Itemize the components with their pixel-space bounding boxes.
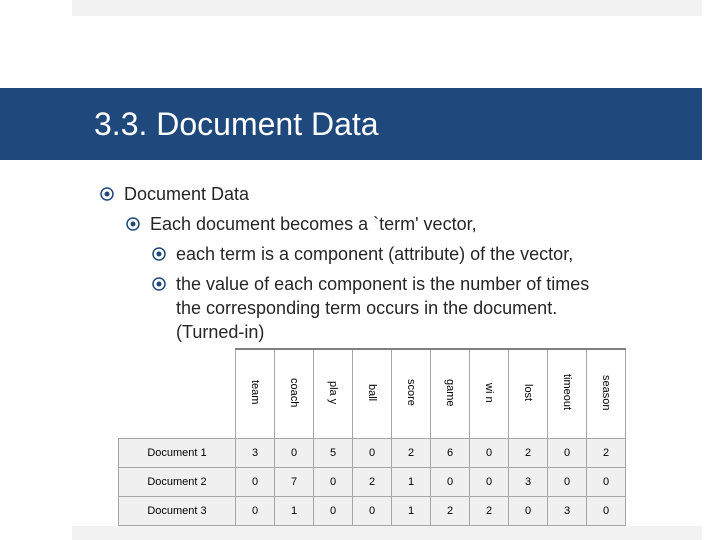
- table-cell: 0: [587, 468, 626, 497]
- table-cell: 0: [431, 468, 470, 497]
- table-cell: 2: [509, 439, 548, 468]
- term-header: [353, 349, 392, 439]
- circle-bullet-icon: [100, 187, 114, 201]
- term-header: [587, 349, 626, 439]
- term-header: [509, 349, 548, 439]
- table-row: [119, 497, 626, 526]
- table-cell: 7: [275, 468, 314, 497]
- top-decor-strip: [72, 0, 702, 16]
- document-label: Document 3: [119, 497, 236, 526]
- term-label: pla y: [327, 380, 339, 405]
- term-label: season: [600, 374, 612, 411]
- term-label: ball: [366, 383, 378, 402]
- bullet-text: each term is a component (attribute) of the vector,: [176, 244, 574, 264]
- term-frequency-table: [118, 348, 626, 530]
- table-cell: 3: [548, 497, 587, 526]
- term-label: team: [249, 380, 261, 405]
- term-header-row: [119, 349, 626, 439]
- table-cell: 5: [314, 439, 353, 468]
- bullet-text: Each document becomes a `term' vector,: [150, 214, 477, 234]
- table-cell: 0: [587, 497, 626, 526]
- table-cell: 0: [470, 439, 509, 468]
- term-header: [548, 349, 587, 439]
- circle-bullet-icon: [126, 217, 140, 231]
- table-cell: 2: [431, 497, 470, 526]
- bullet-text: Document Data: [124, 184, 250, 204]
- table-cell: 0: [236, 468, 275, 497]
- term-header: [275, 349, 314, 439]
- term-header: [431, 349, 470, 439]
- bullet-text: the value of each component is the number of times: [176, 274, 590, 294]
- term-label: game: [444, 378, 456, 407]
- table-cell: 0: [353, 497, 392, 526]
- table-cell: 0: [314, 468, 353, 497]
- table-cell: 0: [275, 439, 314, 468]
- circle-bullet-icon: [152, 277, 166, 291]
- table-cell: 2: [353, 468, 392, 497]
- term-header: [314, 349, 353, 439]
- term-label: score: [405, 379, 417, 406]
- table-cell: 0: [470, 468, 509, 497]
- circle-bullet-icon: [152, 247, 166, 261]
- table-cell: 6: [431, 439, 470, 468]
- bullet-continuation: the corresponding term occurs in the document.: [176, 298, 558, 318]
- table-cell: 0: [548, 439, 587, 468]
- term-header: [236, 349, 275, 439]
- term-header: [392, 349, 431, 439]
- table-corner: [119, 349, 236, 439]
- term-label: coach: [288, 377, 300, 408]
- table-cell: 0: [236, 497, 275, 526]
- term-label: wi n: [483, 382, 495, 403]
- table-cell: 0: [314, 497, 353, 526]
- table-cell: 1: [392, 497, 431, 526]
- table-cell: 0: [509, 497, 548, 526]
- term-header: [470, 349, 509, 439]
- document-term-matrix: [118, 348, 626, 526]
- bottom-decor-strip: [72, 526, 702, 540]
- term-label: timeout: [561, 374, 573, 411]
- table-cell: 3: [509, 468, 548, 497]
- table-row: [119, 468, 626, 497]
- table-cell: 1: [275, 497, 314, 526]
- table-cell: 3: [236, 439, 275, 468]
- document-label: Document 1: [119, 439, 236, 468]
- bullet-continuation: (Turned-in): [176, 322, 265, 342]
- table-row: [119, 439, 626, 468]
- table-cell: 2: [587, 439, 626, 468]
- table-cell: 1: [392, 468, 431, 497]
- table-cell: 0: [548, 468, 587, 497]
- table-cell: 2: [470, 497, 509, 526]
- document-label: Document 2: [119, 468, 236, 497]
- slide-title: 3.3. Document Data: [94, 106, 379, 142]
- table-cell: 0: [353, 439, 392, 468]
- table-cell: 2: [392, 439, 431, 468]
- term-label: lost: [522, 383, 534, 402]
